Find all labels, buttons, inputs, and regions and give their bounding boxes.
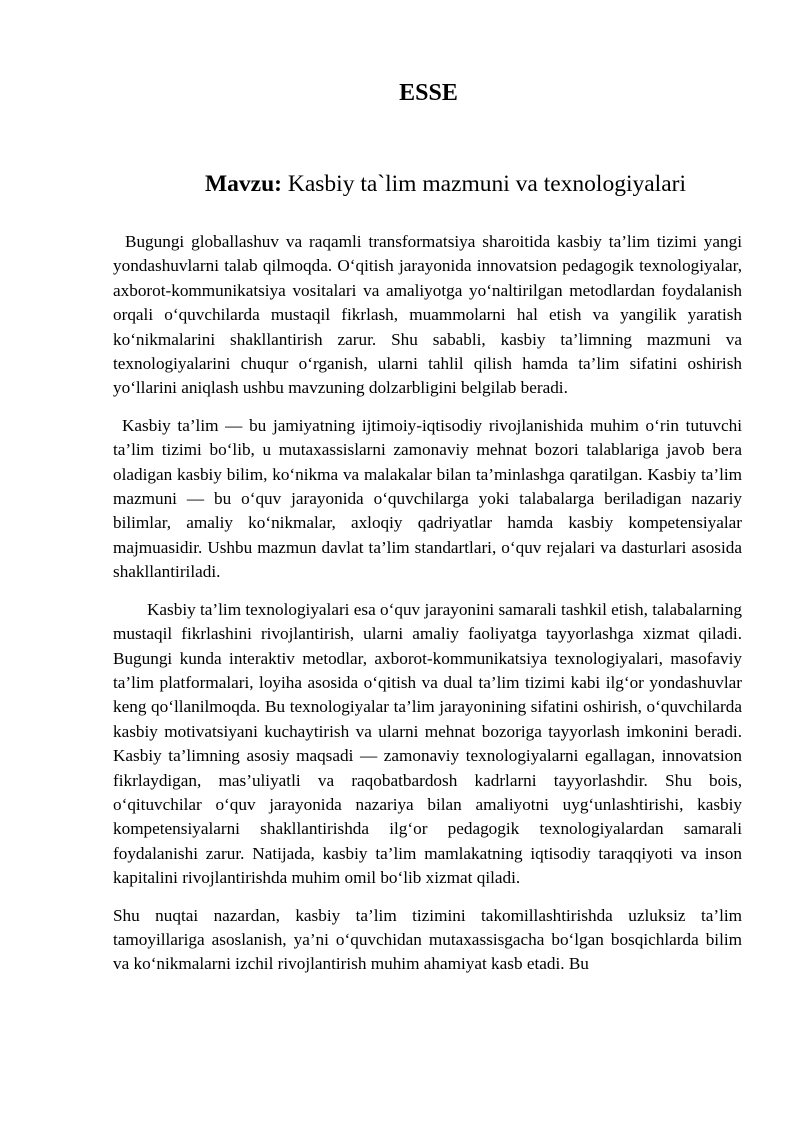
essay-body (113, 230, 742, 990)
document-title: ESSE (399, 80, 458, 106)
topic-heading (205, 169, 686, 199)
topic-text: Kasbiy ta`lim mazmuni va texnologiyalari (282, 171, 686, 197)
topic-label: Mavzu: (205, 171, 283, 197)
paragraph-4: Shu nuqtai nazardan, kasbiy ta’lim tizimini takomillashtirishda uzluksiz ta’lim tamoyillariga asoslanish, ya’ni o‘quvchidan mutaxassisgacha bo‘lgan bosqichlarda bilim va ko‘nikmalarni izchil rivojlantirish muhim ahamiyat kasb etadi. Bu (113, 905, 742, 974)
paragraph-2: Kasbiy ta’lim — bu jamiyatning ijtimoiy-iqtisodiy rivojlanishida muhim o‘rin tutuvchi ta’lim tizimi bo‘lib, u mutaxassislarni zamonaviy mehnat bozori talablariga javob bera oladigan kasbiy bilim, ko‘nikma va malakalar bilan ta’minlashga qaratilgan. Kasbiy ta’lim mazmuni — bu o‘quv jarayonida o‘quvchilarga yoki talabalarga beriladigan nazariy bilimlar, amaliy ko‘nikmalar, axloqiy qadriyatlar hamda kasbiy kompetensiyalar majmuasidir. Ushbu mazmun davlat ta’lim standartlari, o‘quv rejalari va dasturlari asosida shakllantiriladi. (113, 415, 742, 582)
paragraph-1: Bugungi globallashuv va raqamli transformatsiya sharoitida kasbiy ta’lim tizimi yangi yondashuvlarni talab qilmoqda. O‘qitish jarayonida innovatsion pedagogik texnologiyalar, axborot-kommunikatsiya vositalari va amaliyotga yo‘naltirilgan metodlardan foydalanish orqali o‘quvchilarda mustaqil fikrlash, muammolarni hal etish va yangilik yaratish ko‘nikmalarini shakllantirish zarur. Shu sababli, kasbiy ta’limning mazmuni va texnologiyalarini chuqur o‘rganish, ularni tahlil qilish hamda ta’lim sifatini oshirish yo‘llarini aniqlash ushbu mavzuning dolzarbligini belgilab beradi. (113, 232, 742, 398)
paragraph-3: Kasbiy ta’lim texnologiyalari esa o‘quv jarayonini samarali tashkil etish, talabalarning mustaqil fikrlashini rivojlantirish, ularni amaliy faoliyatga tayyorlashga xizmat qiladi. Bugungi kunda interaktiv metodlar, axborot-kommunikatsiya texnologiyalari, masofaviy ta’lim platformalari, loyiha asosida o‘qitish va dual ta’lim tizimi kabi ilg‘or yondashuvlar keng qo‘llanilmoqda. Bu texnologiyalar ta’lim jarayonining sifatini oshirish, o‘quvchilarda kasbiy motivatsiyani kuchaytirish va ularni mehnat bozoriga tayyorlash imkonini beradi. Kasbiy ta’limning asosiy maqsadi — zamonaviy texnologiyalarni egallagan, innovatsion fikrlaydigan, mas’uliyatli va raqobatbardosh kadrlarni tayyorlashdir. Shu bois, o‘qituvchilar o‘quv jarayonida nazariya bilan amaliyotni uyg‘unlashtirishi, kasbiy kompetensiyalarni shakllantirishda ilg‘or pedagogik texnologiyalardan samarali foydalanishi zarur. Natijada, kasbiy ta’lim mamlakatning iqtisodiy taraqqiyoti va inson kapitalini rivojlantirishda muhim omil bo‘lib xizmat qiladi. (113, 599, 742, 888)
